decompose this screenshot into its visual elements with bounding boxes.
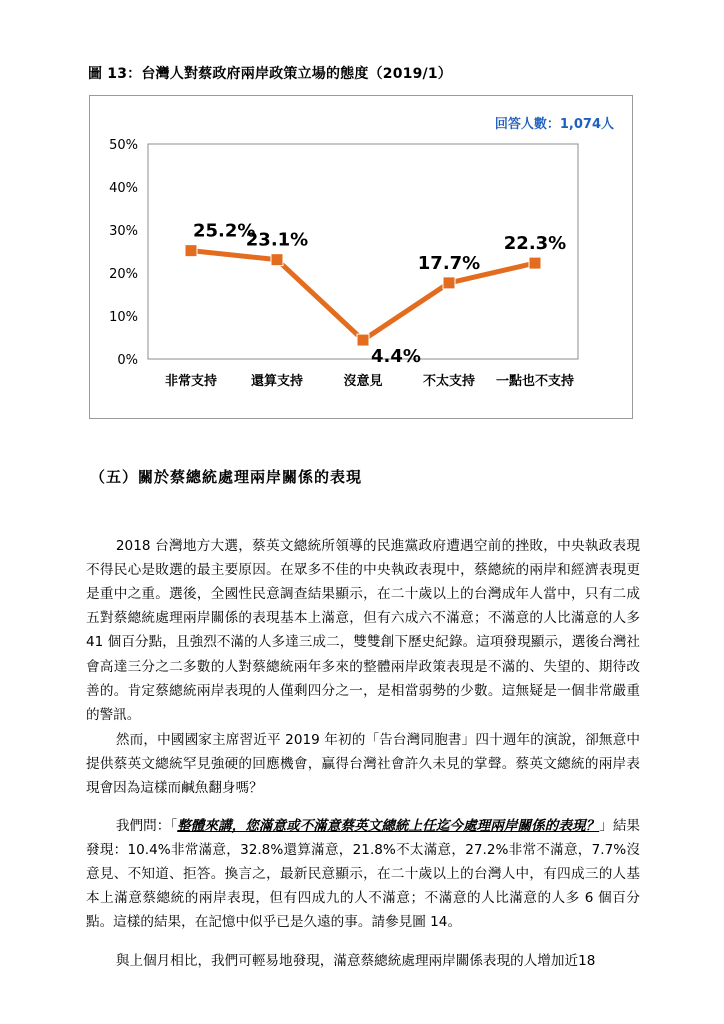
data-point-marker — [271, 254, 283, 266]
figure-title: 圖 13：台灣人對蔡政府兩岸政策立場的態度（2019/1） — [88, 66, 452, 82]
data-label: 4.4% — [371, 346, 421, 368]
question-intro: 我們問：「 — [115, 817, 178, 834]
chart-frame — [89, 95, 633, 419]
paragraph-1: 2018 台灣地方大選，蔡英文總統所領導的民進黨政府遭遇空前的挫敗，中央執政表現不得民心是敗選的最主要原因。在眾多不佳的中央執政表現中，蔡總統的兩岸和經濟表現更是重中之重。選後，全國性民意調查結果顯示，在二十歲以上的台灣成年人當中，只有二成五對蔡總統處理兩岸關係的表現基本上滿意，但有六成六不滿意；不滿意的人比滿意的人多 41 個百分點，且強烈不滿的人多達三成二，雙雙創下歷史紀錄。這項發現顯示，選後台灣社會高達三分之二多數的人對蔡總統兩年多來的整體兩岸政策表現是不滿的、失望的、期待改善的。肯定蔡總統兩岸表現的人僅剩四分之一，是相當弱勢的少數。這無疑是一個非常嚴重的警訊。 — [86, 537, 640, 724]
paragraph-4-text: 與上個月相比，我們可輕易地發現，滿意蔡總統處理兩岸關係表現的人增加近 — [115, 952, 579, 969]
section-heading: （五）關於蔡總統處理兩岸關係的表現 — [90, 468, 363, 486]
data-label: 25.2% — [193, 220, 256, 242]
x-tick-label: 不太支持 — [422, 374, 476, 389]
y-tick-label: 20% — [109, 267, 138, 282]
data-point-marker — [357, 334, 369, 346]
survey-results: 結果發現：10.4%非常滿意，32.8%還算滿意，21.8%不太滿意，27.2%非常不滿意，7.7%沒意見、不知道、拒答。換言之，最新民意顯示，在二十歲以上的台灣人中，有四成三的人基本上滿意蔡總統的兩岸表現，但有四成九的人不滿意；不滿意的人比滿意的人多 6 個百分點。這樣的結果，在記憶中似乎已是久遠的事。請參見圖 14。 — [86, 817, 641, 931]
x-tick-label: 還算支持 — [250, 374, 304, 389]
paragraph-2: 然而，中國國家主席習近平 2019 年初的「告台灣同胞書」四十週年的演說，卻無意中提供蔡英文總統罕見強硬的回應機會，贏得台灣社會許久未見的掌聲。蔡英文總統的兩岸表現會因為這樣而鹹魚翻身嗎？ — [86, 731, 640, 796]
data-point-marker — [529, 257, 541, 269]
y-tick-label: 0% — [117, 353, 138, 368]
data-label: 17.7% — [417, 252, 481, 274]
question-close: 」 — [599, 817, 613, 834]
paragraph-3 — [86, 814, 640, 935]
y-tick-label: 10% — [109, 310, 138, 325]
data-label: 23.1% — [245, 229, 309, 251]
y-tick-label: 50% — [109, 138, 138, 153]
x-tick-label: 一點也不支持 — [495, 374, 575, 389]
y-tick-label: 30% — [109, 224, 138, 239]
x-tick-label: 沒意見 — [343, 374, 383, 389]
line-chart — [90, 96, 634, 420]
data-label: 22.3% — [503, 233, 567, 255]
y-tick-label: 40% — [109, 181, 138, 196]
survey-question: 整體來講，您滿意或不滿意蔡英文總統上任迄今處理兩岸關係的表現？ — [177, 817, 600, 834]
paragraph-4 — [86, 949, 640, 973]
data-point-marker — [443, 277, 455, 289]
page-number: 18 — [578, 952, 596, 969]
x-tick-label: 非常支持 — [164, 374, 218, 389]
respondents-annotation: 回答人數：1,074人 — [494, 117, 614, 132]
data-point-marker — [185, 245, 197, 257]
series-line — [191, 251, 535, 340]
